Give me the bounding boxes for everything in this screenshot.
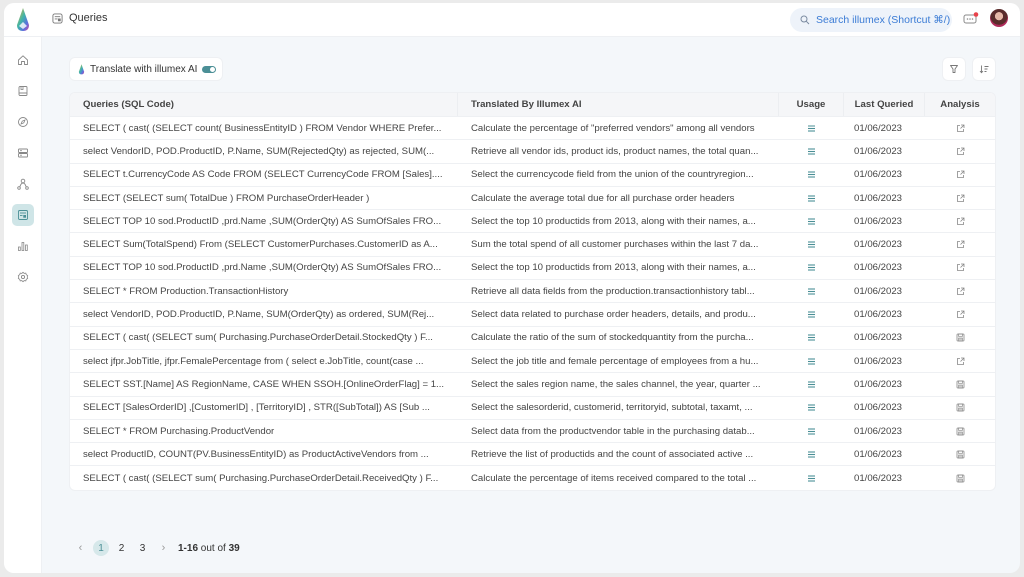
table-header [70,93,995,117]
page-2-button[interactable]: 2 [118,542,125,554]
usage-icon [807,194,816,203]
compass-icon [17,116,29,128]
usage-button[interactable] [779,310,844,319]
illumex-logo[interactable] [15,8,31,32]
external-link-icon [956,357,965,366]
usage-button[interactable] [779,357,844,366]
external-link-icon [956,263,965,272]
sql-query-cell[interactable]: SELECT * FROM Purchasing.ProductVendor [83,425,275,437]
usage-icon [807,240,816,249]
analysis-button[interactable] [925,310,995,319]
bar-chart-icon [17,240,29,252]
translation-cell: Select the salesorderid, customerid, territoryid, subtotal, taxamt, ... [471,402,753,414]
book-icon [17,85,29,97]
translation-cell: Retrieve all vendor ids, product ids, product names, the total quan... [471,145,759,157]
queries-table [70,93,995,490]
page-title-text: Queries [69,12,108,24]
last-queried-cell: 01/06/2023 [854,122,903,134]
analysis-button[interactable] [925,147,995,156]
save-icon [956,474,965,483]
notification-dot [974,12,979,17]
sidebar [4,37,42,573]
translation-cell: Select the top 10 productids from 2013, along with their names, a... [471,262,756,274]
translation-cell: Select data related to purchase order headers, details, and produ... [471,309,756,321]
sql-query-cell[interactable]: SELECT t.CurrencyCode AS Code FROM (SELECT CurrencyCode FROM [Sales].... [83,169,443,181]
save-icon [956,380,965,389]
usage-button[interactable] [779,170,844,179]
last-queried-cell: 01/06/2023 [854,309,903,321]
top-bar [4,3,1020,37]
usage-icon [807,333,816,342]
user-avatar[interactable] [990,9,1008,27]
home-icon [17,54,29,66]
sql-query-cell[interactable]: select VendorID, POD.ProductID, P.Name, SUM(OrderQty) as ordered, SUM(Rej... [83,309,435,321]
translate-switch[interactable] [202,66,216,73]
pagination [70,540,240,556]
table-row[interactable] [70,187,995,210]
translation-cell: Select the job title and female percentage of employees from a hu... [471,355,759,367]
last-queried-cell: 01/06/2023 [854,425,903,437]
translation-cell: Select the sales region name, the sales channel, the year, quarter ... [471,378,761,390]
sql-query-cell[interactable]: SELECT * FROM Production.TransactionHistory [83,285,289,297]
usage-button[interactable] [779,380,844,389]
filter-button[interactable] [943,58,965,80]
last-queried-cell: 01/06/2023 [854,145,903,157]
usage-button[interactable] [779,217,844,226]
usage-button[interactable] [779,263,844,272]
sql-query-cell[interactable]: SELECT (SELECT sum( TotalDue ) FROM PurchaseOrderHeader ) [83,192,370,204]
header-last-queried[interactable]: Last Queried [844,93,925,116]
analysis-button[interactable] [925,427,995,436]
external-link-icon [956,287,965,296]
last-queried-cell: 01/06/2023 [854,285,903,297]
table-row[interactable] [70,280,995,303]
server-icon [17,147,29,159]
sql-query-cell[interactable]: SELECT [SalesOrderID] ,[CustomerID] , [TerritoryID] , STR([SubTotal]) AS [Sub ... [83,402,430,414]
save-icon [956,403,965,412]
usage-button[interactable] [779,474,844,483]
sql-query-cell[interactable]: select ProductID, COUNT(PV.BusinessEntityID) as ProductActiveVendors from ... [83,448,429,460]
page-1-button[interactable]: 1 [93,540,109,556]
analysis-button[interactable] [925,240,995,249]
translation-cell: Select data from the productvendor table in the purchasing datab... [471,425,755,437]
last-queried-cell: 01/06/2023 [854,402,903,414]
pagination-range: 1-16 [178,542,199,554]
table-row[interactable] [70,164,995,187]
sidebar-item-catalog[interactable] [12,80,34,102]
table-body [70,117,995,490]
global-search[interactable] [790,8,952,32]
translation-cell: Calculate the ratio of the sum of stockedquantity from the purcha... [471,332,754,344]
table-row[interactable] [70,140,995,163]
filter-icon [949,64,959,74]
save-icon [956,450,965,459]
save-icon [956,427,965,436]
last-queried-cell: 01/06/2023 [854,448,903,460]
last-queried-cell: 01/06/2023 [854,192,903,204]
sql-query-cell[interactable]: SELECT TOP 10 sod.ProductID ,prd.Name ,SUM(OrderQty) AS SumOfSales FRO... [83,215,442,227]
analysis-button[interactable] [925,217,995,226]
analysis-button[interactable] [925,263,995,272]
save-icon [956,333,965,342]
sort-button[interactable] [973,58,995,80]
translation-cell: Retrieve all data fields from the production.transactionhistory tabl... [471,285,755,297]
header-usage[interactable]: Usage [779,93,844,116]
search-placeholder: Search illumex (Shortcut ⌘/) [816,14,951,26]
last-queried-cell: 01/06/2023 [854,169,903,181]
sidebar-item-analytics[interactable] [12,235,34,257]
sidebar-item-home[interactable] [12,49,34,71]
usage-icon [807,403,816,412]
gear-icon [17,271,29,283]
external-link-icon [956,310,965,319]
sidebar-item-graph[interactable] [12,173,34,195]
sql-query-cell[interactable]: select VendorID, POD.ProductID, P.Name, SUM(RejectedQty) as rejected, SUM(... [83,145,435,157]
usage-icon [807,147,816,156]
last-queried-cell: 01/06/2023 [854,378,903,390]
analysis-button[interactable] [925,124,995,133]
sql-query-cell[interactable]: SELECT ( cast( (SELECT sum( Purchasing.PurchaseOrderDetail.ReceivedQty ) F... [83,472,439,484]
translate-with-ai-toggle[interactable] [70,58,222,80]
usage-button[interactable] [779,147,844,156]
usage-button[interactable] [779,333,844,342]
table-row[interactable] [70,257,995,280]
usage-button[interactable] [779,287,844,296]
notifications-chat-icon[interactable] [963,12,979,26]
analysis-button[interactable] [925,357,995,366]
sql-query-cell[interactable]: SELECT SST.[Name] AS RegionName, CASE WHEN SSOH.[OnlineOrderFlag] = 1... [83,378,445,390]
illumex-ai-icon [78,64,85,75]
external-link-icon [956,124,965,133]
usage-icon [807,427,816,436]
analysis-button[interactable] [925,333,995,342]
header-translation[interactable]: Translated By Illumex AI [458,93,779,116]
last-queried-cell: 01/06/2023 [854,355,903,367]
usage-icon [807,380,816,389]
last-queried-cell: 01/06/2023 [854,239,903,251]
usage-button[interactable] [779,450,844,459]
sort-icon [979,64,989,74]
usage-icon [807,263,816,272]
queries-icon [52,13,63,24]
graph-icon [17,178,29,190]
table-row[interactable] [70,303,995,326]
table-row[interactable] [70,350,995,373]
last-queried-cell: 01/06/2023 [854,332,903,344]
table-row[interactable] [70,327,995,350]
sidebar-item-data-sources[interactable] [12,142,34,164]
analysis-button[interactable] [925,380,995,389]
usage-icon [807,170,816,179]
queries-icon [17,209,29,221]
usage-button[interactable] [779,124,844,133]
pagination-summary [178,543,240,554]
usage-button[interactable] [779,427,844,436]
translation-cell: Calculate the average total due for all purchase order headers [471,192,735,204]
table-row[interactable] [70,466,995,489]
external-link-icon [956,147,965,156]
usage-button[interactable] [779,240,844,249]
sql-query-cell[interactable]: SELECT Sum(TotalSpend) From (SELECT CustomerPurchases.CustomerID as A... [83,239,438,251]
usage-icon [807,287,816,296]
analysis-button[interactable] [925,170,995,179]
table-row[interactable] [70,117,995,140]
external-link-icon [956,240,965,249]
usage-button[interactable] [779,194,844,203]
table-row[interactable] [70,373,995,396]
usage-icon [807,357,816,366]
usage-icon [807,310,816,319]
usage-icon [807,474,816,483]
analysis-button[interactable] [925,287,995,296]
header-analysis[interactable]: Analysis [940,99,980,110]
table-row[interactable] [70,397,995,420]
analysis-button[interactable] [925,403,995,412]
sql-query-cell[interactable]: SELECT ( cast( (SELECT sum( Purchasing.PurchaseOrderDetail.StockedQty ) F... [83,332,433,344]
analysis-button[interactable] [925,194,995,203]
usage-button[interactable] [779,403,844,412]
last-queried-cell: 01/06/2023 [854,215,903,227]
translate-label: Translate with illumex AI [90,63,198,75]
analysis-button[interactable] [925,474,995,483]
prev-page-button[interactable]: ‹ [78,542,83,554]
pagination-total: 39 [228,542,240,554]
page-title [52,12,108,24]
table-row[interactable] [70,420,995,443]
last-queried-cell: 01/06/2023 [854,262,903,274]
translation-cell: Retrieve the list of productids and the count of associated active ... [471,448,754,460]
sidebar-item-settings[interactable] [12,266,34,288]
usage-icon [807,124,816,133]
external-link-icon [956,217,965,226]
usage-icon [807,450,816,459]
sidebar-item-queries[interactable] [12,204,34,226]
sql-query-cell[interactable]: select jfpr.JobTitle, jfpr.FemalePercentage from ( select e.JobTitle, count(case ... [83,355,424,367]
translation-cell: Calculate the percentage of "preferred vendors" among all vendors [471,122,755,134]
search-icon [800,15,810,25]
app-window [4,3,1020,573]
translation-cell: Sum the total spend of all customer purchases within the last 7 da... [471,239,759,251]
table-row[interactable] [70,233,995,256]
table-row[interactable] [70,210,995,233]
translation-cell: Calculate the percentage of items received compared to the total ... [471,472,757,484]
page-3-button[interactable]: 3 [139,542,146,554]
sql-query-cell[interactable]: SELECT ( cast( (SELECT count( BusinessEntityID ) FROM Vendor WHERE Prefer... [83,122,442,134]
table-row[interactable] [70,443,995,466]
header-queries[interactable]: Queries (SQL Code) [70,93,458,116]
next-page-button[interactable]: › [161,542,166,554]
translation-cell: Select the top 10 productids from 2013, along with their names, a... [471,215,756,227]
external-link-icon [956,194,965,203]
pagination-out-of: out of [200,542,226,554]
translation-cell: Select the currencycode field from the union of the countryregion... [471,169,754,181]
external-link-icon [956,170,965,179]
sql-query-cell[interactable]: SELECT TOP 10 sod.ProductID ,prd.Name ,SUM(OrderQty) AS SumOfSales FRO... [83,262,442,274]
analysis-button[interactable] [925,450,995,459]
sidebar-item-explore[interactable] [12,111,34,133]
last-queried-cell: 01/06/2023 [854,472,903,484]
usage-icon [807,217,816,226]
